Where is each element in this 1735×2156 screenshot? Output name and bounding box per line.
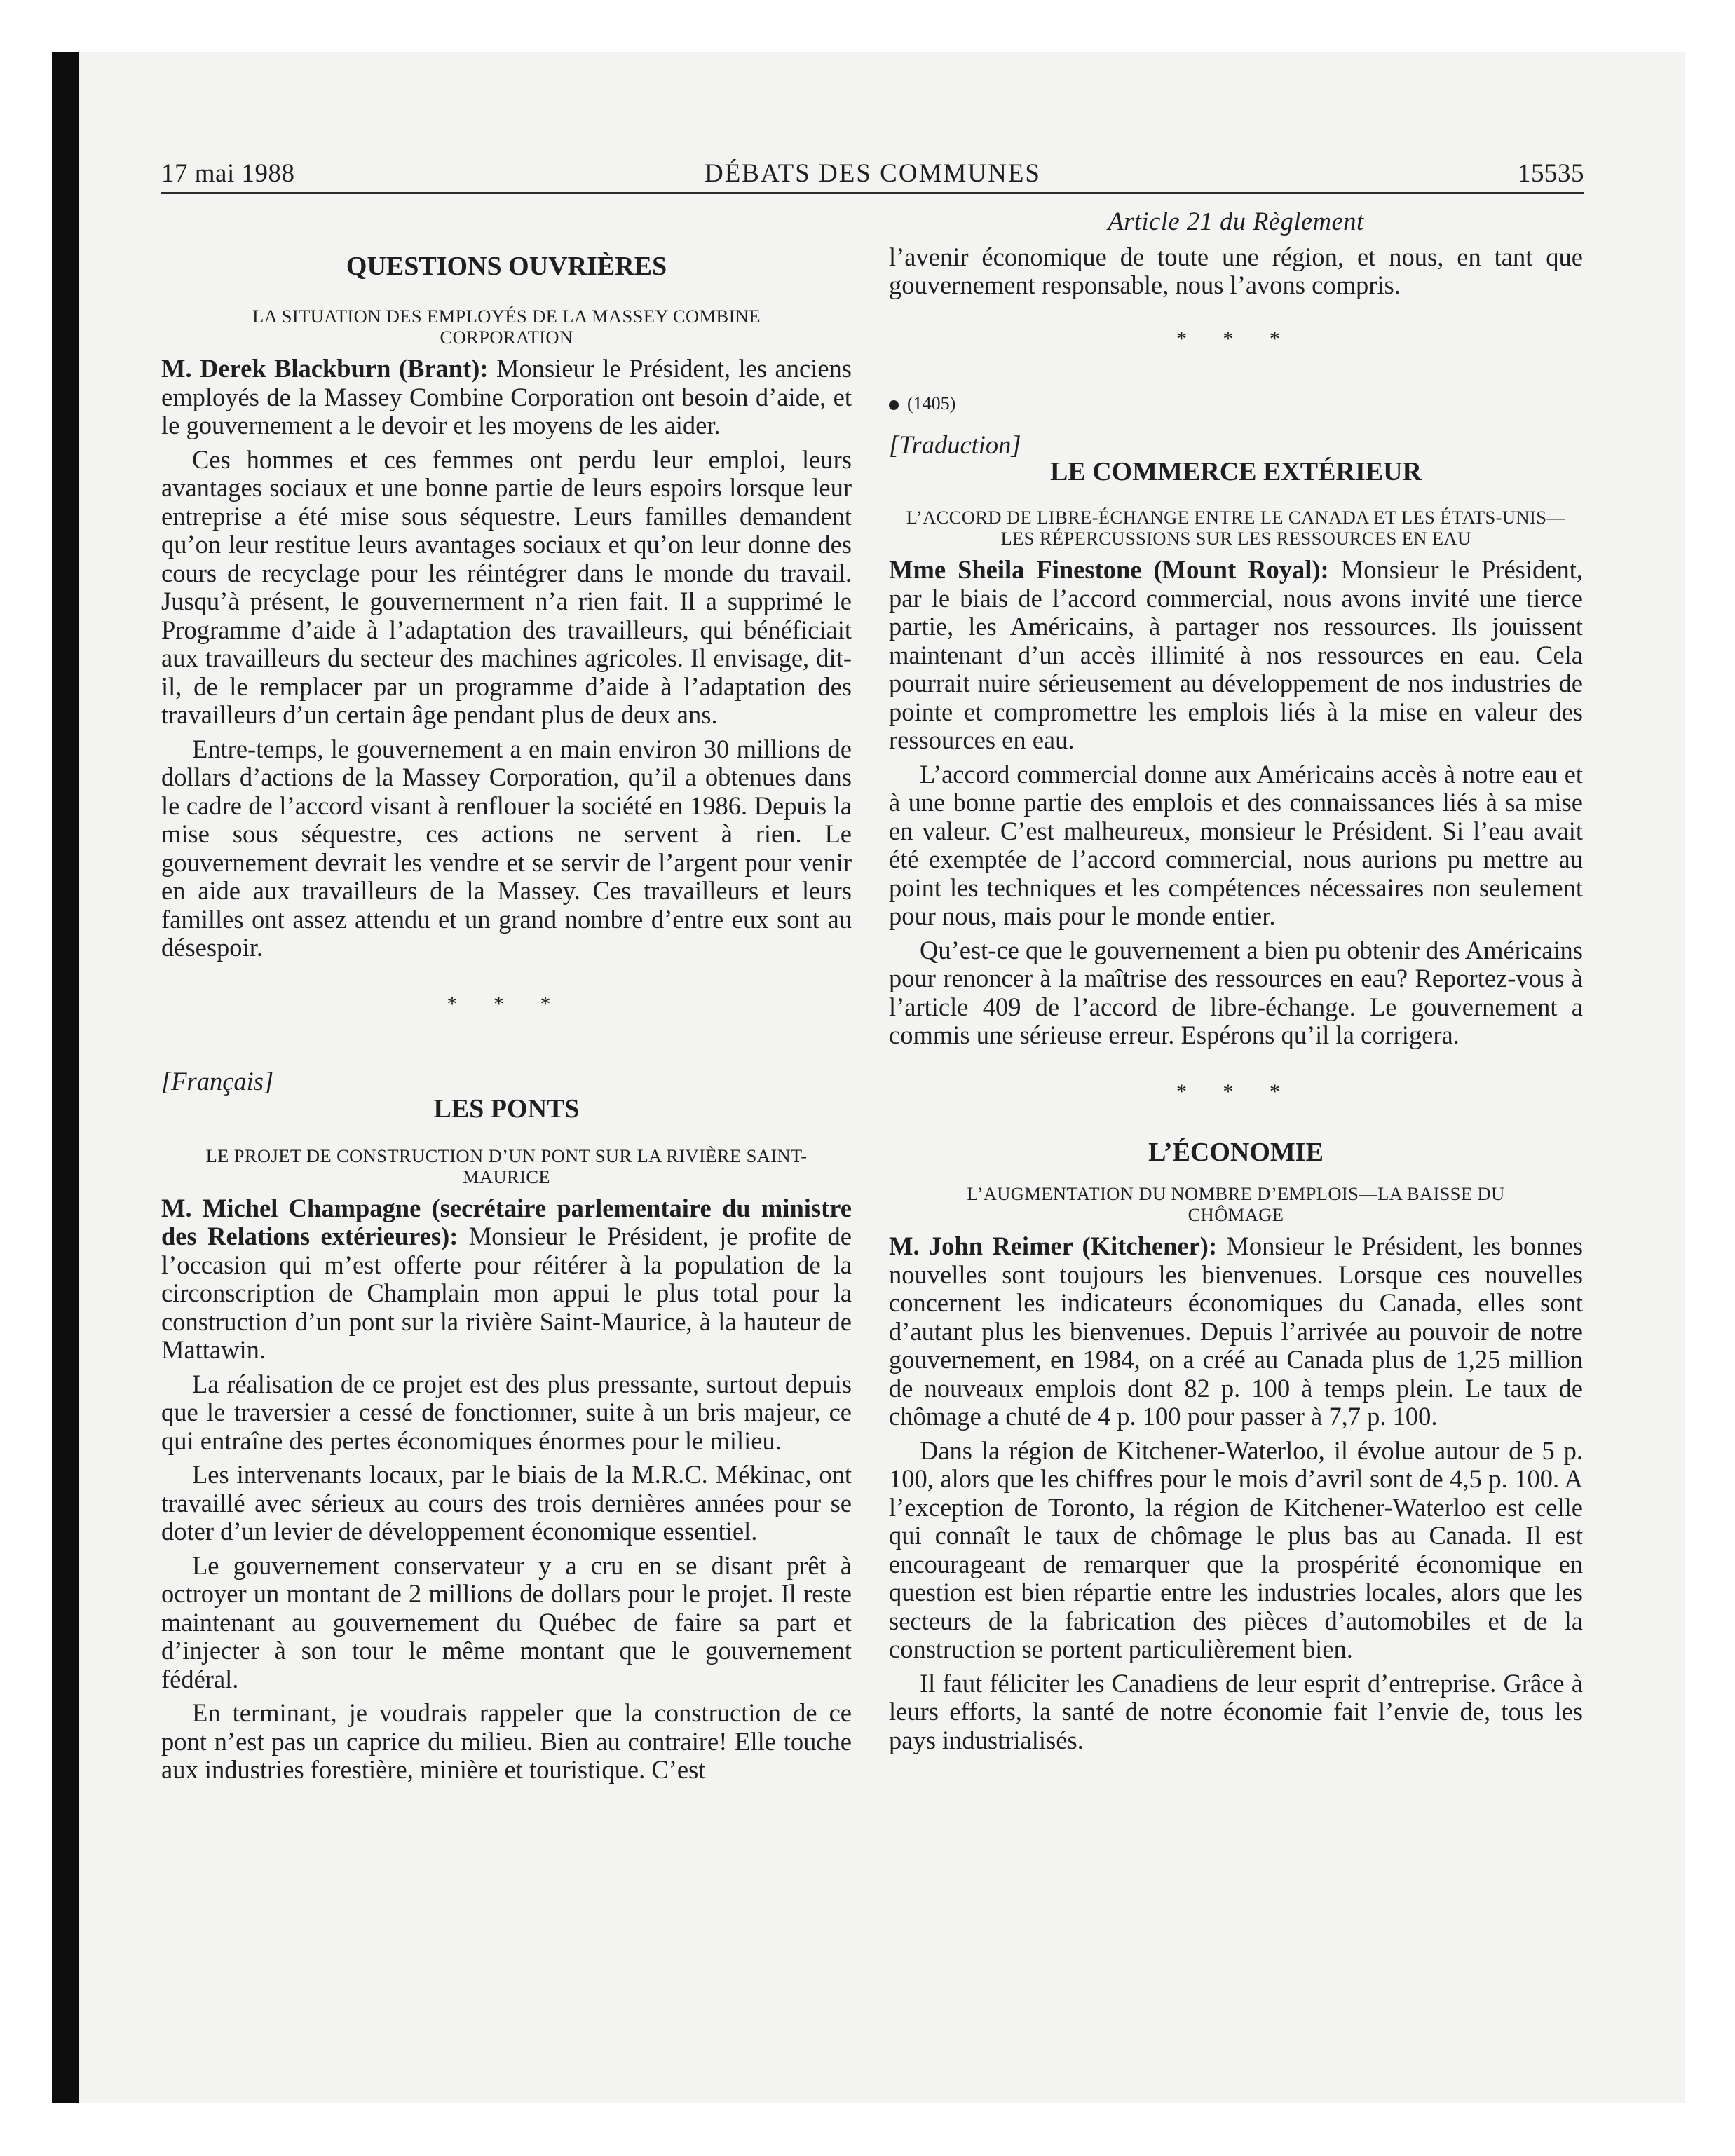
speech-paragraph: En terminant, je voudrais rappeler que la construction de ce pont n’est pas un caprice du milieu. Bien au contraire! Elle touche aux industries forestière, minière et touristique. C’est	[161, 1698, 852, 1784]
speech-paragraph: Il faut féliciter les Canadiens de leur esprit d’entreprise. Grâce à leurs efforts, la santé de notre économie fait l’envie de, tous les pays industrialisés.	[889, 1668, 1583, 1754]
left-column	[161, 207, 852, 1785]
section-separator: * * *	[1176, 327, 1295, 350]
time-marker	[889, 390, 1583, 418]
speaker-name: M. Michel Champagne (secrétaire parlementaire du ministre des Relations extérieures):	[161, 1193, 852, 1250]
speech-paragraph	[161, 355, 852, 440]
running-header	[161, 157, 1584, 194]
section-heading: QUESTIONS OUVRIÈRES	[346, 252, 667, 281]
speech-text: Monsieur le Président, par le biais de l’accord commercial, nous avons invité une tierce partie, les Américains, à partager nos ressources. Ils jouissent maintenant d’un accès illimité à nos ressources en eau. Cela pourrait nuire sérieusement au développement de nos industries de pointe et compromettre les emplois liés à la mise en valeur des ressources en eau.	[889, 555, 1583, 754]
section-heading: L’ÉCONOMIE	[1148, 1138, 1324, 1167]
speaker-name: Mme Sheila Finestone (Mount Royal):	[889, 555, 1329, 584]
section-separator: * * *	[447, 992, 566, 1016]
speech-paragraph: Le gouvernement conservateur y a cru en se disant prêt à octroyer un montant de 2 millions de dollars pour le projet. Il reste maintenant au gouvernement du Québec de faire sa part et d’injecter à son tour le même montant que le gouvernement fédéral.	[161, 1550, 852, 1693]
bullet-icon	[889, 400, 899, 410]
right-column	[889, 207, 1583, 1754]
speech-paragraph: La réalisation de ce projet est des plus pressante, surtout depuis que le traversier a cessé de fonctionner, suite à un bris majeur, ce qui entraîne des pertes économiques énormes pour le milieu.	[161, 1369, 852, 1455]
binding-edge	[52, 52, 79, 2103]
header-date: 17 mai 1988	[161, 159, 295, 188]
time-marker-text: (1405)	[907, 393, 956, 414]
speech-paragraph: l’avenir économique de toute une région, et nous, en tant que gouvernement responsable, nous l’avons compris.	[889, 242, 1583, 299]
section-subheading: LE PROJET DE CONSTRUCTION D’UN PONT SUR LA RIVIÈRE SAINT-MAURICE	[205, 1145, 808, 1187]
article-note: Article 21 du Règlement	[1108, 207, 1364, 236]
speaker-name: M. John Reimer (Kitchener):	[889, 1231, 1218, 1260]
speech-paragraph: Les intervenants locaux, par le biais de la M.R.C. Mékinac, ont travaillé avec sérieux au cours des trois dernières années pour se doter d’un levier de développement économique essentiel.	[161, 1460, 852, 1546]
speech-paragraph: L’accord commercial donne aux Américains accès à notre eau et à une bonne partie des emplois et des connaissances liés à sa mise en valeur. C’est malheureux, monsieur le Président. Si l’eau avait été exemptée de l’accord commercial, nous aurions pu mettre au point les techniques et les compétences nécessaires non seulement pour nous, mais pour le monde entier.	[889, 759, 1583, 930]
speech-paragraph: Ces hommes et ces femmes ont perdu leur emploi, leurs avantages sociaux et une bonne partie de leurs espoirs lorsque leur entreprise a été mise sous séquestre. Leurs familles demandent qu’on leur restitue leurs avantages sociaux et qu’on leur donne des cours de recyclage pour les réintégrer dans le monde du travail. Jusqu’à présent, le gouvernerment n’a rien fait. Il a supprimé le Programme d’aide à l’adaptation des travailleurs, qui bénéficiait aux travailleurs du secteur des machines agricoles. Il envisage, dit-il, de le remplacer par un programme d’aide à l’adaptation des travailleurs d’un certain âge pendant plus de deux ans.	[161, 444, 852, 729]
header-title: DÉBATS DES COMMUNES	[704, 159, 1041, 188]
speech-paragraph: Entre-temps, le gouvernement a en main environ 30 millions de dollars d’actions de la Massey Corporation, qu’il a obtenues dans le cadre de l’accord visant à renflouer la société en 1986. Depuis la mise sous séquestre, ces actions ne servent à rien. Le gouvernement devrait les vendre et se servir de l’argent pour venir en aide aux travailleurs de la Massey. Ces travailleurs et leurs familles ont assez attendu et un grand nombre d’entre eux sont au désespoir.	[161, 734, 852, 962]
section-subheading: L’AUGMENTATION DU NOMBRE D’EMPLOIS—LA BAISSE DU CHÔMAGE	[967, 1183, 1505, 1225]
speech-paragraph: Dans la région de Kitchener-Waterloo, il évolue autour de 5 p. 100, alors que les chiffres pour le mois d’avril sont de 4,5 p. 100. A l’exception de Toronto, la région de Kitchener-Waterloo est celle qui connaît le taux de chômage le plus bas au Canada. Il est encourageant de remarquer que la prospérité économique en question est bien répartie entre les industries locales, alors que les secteurs de la fabrication des pièces d’automobiles et de la construction se portent particulièrement bien.	[889, 1435, 1583, 1663]
speech-paragraph: Qu’est-ce que le gouvernement a bien pu obtenir des Américains pour renoncer à la maîtrise des ressources en eau? Reportez-vous à l’article 409 de l’accord de libre-échange. Le gouvernement a commis une sérieuse erreur. Espérons qu’il la corrigera.	[889, 935, 1583, 1049]
section-heading: LE COMMERCE EXTÉRIEUR	[1050, 457, 1422, 486]
language-marker: [Traduction]	[889, 430, 1021, 459]
speaker-name: M. Derek Blackburn (Brant):	[161, 354, 489, 383]
speech-text: Monsieur le Président, les bonnes nouvelles sont toujours les bienvenues. Lorsque ces nouvelles concernent les indicateurs économiques du Canada, elles sont d’autant plus les bienvenues. Depuis l’arrivée au pouvoir de notre gouvernement, en 1984, on a créé au Canada plus de 1,25 million de nouveaux emplois dont 82 p. 100 à temps plein. Le taux de chômage a chuté de 4 p. 100 pour passer à 7,7 p. 100.	[889, 1231, 1583, 1431]
section-heading: LES PONTS	[433, 1093, 580, 1124]
speech-paragraph	[889, 556, 1583, 755]
language-marker: [Français]	[161, 1067, 274, 1096]
section-subheading: LA SITUATION DES EMPLOYÉS DE LA MASSEY COMBINE CORPORATION	[252, 306, 761, 348]
page-number: 15535	[1518, 159, 1584, 188]
section-subheading: L’ACCORD DE LIBRE-ÉCHANGE ENTRE LE CANADA ET LES ÉTATS-UNIS—LES RÉPERCUSSIONS SUR LES RESSOURCES EN EAU	[906, 507, 1566, 549]
section-separator: * * *	[1176, 1079, 1295, 1103]
speech-text: Monsieur le Président, les anciens employés de la Massey Combine Corporation ont besoin d’aide, et le gouvernement a le devoir et les moyens de les aider.	[161, 354, 852, 439]
speech-text: Monsieur le Président, je profite de l’occasion qui m’est offerte pour réitérer à la population de la circonscription de Champlain mon appui le plus total pour la construction d’un pont sur la rivière Saint-Maurice, à la hauteur de Mattawin.	[161, 1222, 852, 1364]
speech-paragraph	[889, 1232, 1583, 1431]
speech-paragraph	[161, 1194, 852, 1365]
